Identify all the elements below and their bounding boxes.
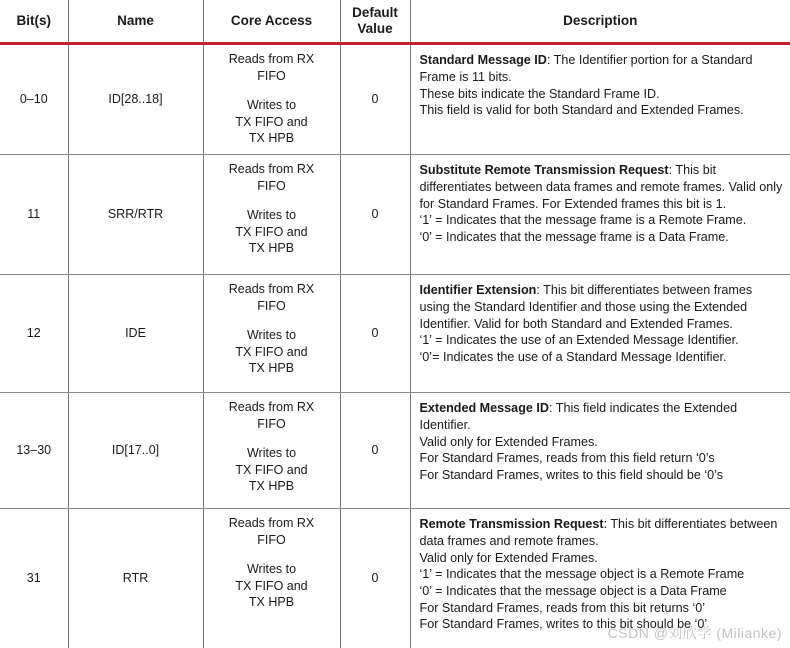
access-writes-line-2: TX FIFO and: [208, 224, 336, 241]
column-header-bits: Bit(s): [0, 0, 68, 44]
cell-name: ID[28..18]: [68, 44, 203, 155]
table-row: [0, 275, 790, 393]
description-line: ‘1’ = Indicates that the message frame is a Remote Frame.: [420, 212, 785, 229]
access-writes-line-1: Writes to: [208, 327, 336, 344]
access-spacer: [208, 194, 336, 207]
cell-default-value: 0: [340, 155, 410, 275]
access-reads-line-2: FIFO: [208, 532, 336, 549]
description-paragraph: [420, 162, 785, 212]
cell-bits: 12: [0, 275, 68, 393]
description-line: For Standard Frames, reads from this bit returns ‘0’: [420, 600, 785, 617]
description-line: This field is valid for both Standard and Extended Frames.: [420, 102, 785, 119]
access-reads-line-1: Reads from RX: [208, 281, 336, 298]
access-reads-line-2: FIFO: [208, 68, 336, 85]
table-row: [0, 44, 790, 155]
cell-bits: 11: [0, 155, 68, 275]
cell-bits: 13–30: [0, 393, 68, 509]
description-paragraph: [420, 400, 785, 433]
description-line: : This field indicates the Extended Identifier.: [420, 401, 738, 432]
access-writes-line-2: TX FIFO and: [208, 114, 336, 131]
table-header: [0, 0, 790, 44]
cell-name: IDE: [68, 275, 203, 393]
column-header-name: Name: [68, 0, 203, 44]
table-row: [0, 393, 790, 509]
description-line: For Standard Frames, writes to this bit should be ‘0’: [420, 616, 785, 633]
default-value-line-1: Default: [352, 5, 398, 20]
cell-description: [410, 275, 790, 393]
cell-description: [410, 155, 790, 275]
column-header-default-value: [340, 0, 410, 44]
cell-description: [410, 44, 790, 155]
description-line: Valid only for Extended Frames.: [420, 434, 785, 451]
description-line: For Standard Frames, writes to this field should be ‘0’s: [420, 467, 785, 484]
table-body: [0, 44, 790, 648]
access-writes-line-1: Writes to: [208, 445, 336, 462]
description-line: ‘1’ = Indicates the use of an Extended Message Identifier.: [420, 332, 785, 349]
access-writes-line-2: TX FIFO and: [208, 578, 336, 595]
access-writes-line-3: TX HPB: [208, 478, 336, 495]
description-line: : This bit differentiates between frames using the Standard Identifier and those using the Extended Identifier. Valid for both Standard and Extended Frames.: [420, 283, 753, 330]
access-reads-line-2: FIFO: [208, 178, 336, 195]
column-header-core-access: Core Access: [203, 0, 340, 44]
cell-bits: 31: [0, 509, 68, 648]
description-paragraph: [420, 52, 785, 85]
description-lead: Standard Message ID: [420, 53, 547, 67]
access-reads-line-1: Reads from RX: [208, 399, 336, 416]
access-writes-line-3: TX HPB: [208, 594, 336, 611]
access-writes-line-1: Writes to: [208, 207, 336, 224]
access-writes-line-1: Writes to: [208, 561, 336, 578]
description-line: : The Identifier portion for a Standard Frame is 11 bits.: [420, 53, 753, 84]
cell-core-access: [203, 44, 340, 155]
description-line: ‘1’ = Indicates that the message object is a Remote Frame: [420, 566, 785, 583]
access-reads-line-1: Reads from RX: [208, 161, 336, 178]
description-line: : This bit differentiates between data frames and remote frames. Valid only for Standard Frames. For Extended frames this bit is 1.: [420, 163, 783, 210]
description-lead: Substitute Remote Transmission Request: [420, 163, 669, 177]
cell-name: RTR: [68, 509, 203, 648]
cell-name: ID[17..0]: [68, 393, 203, 509]
description-lead: Identifier Extension: [420, 283, 537, 297]
access-reads-line-1: Reads from RX: [208, 51, 336, 68]
access-reads-line-1: Reads from RX: [208, 515, 336, 532]
access-reads-line-2: FIFO: [208, 298, 336, 315]
access-reads-line-2: FIFO: [208, 416, 336, 433]
cell-default-value: 0: [340, 275, 410, 393]
column-header-description: Description: [410, 0, 790, 44]
access-spacer: [208, 432, 336, 445]
access-spacer: [208, 548, 336, 561]
description-lead: Extended Message ID: [420, 401, 549, 415]
cell-description: [410, 509, 790, 648]
description-line: ‘0’ = Indicates that the message object is a Data Frame: [420, 583, 785, 600]
description-line: For Standard Frames, reads from this field return ‘0’s: [420, 450, 785, 467]
access-writes-line-3: TX HPB: [208, 240, 336, 257]
access-spacer: [208, 84, 336, 97]
cell-description: [410, 393, 790, 509]
access-writes-line-2: TX FIFO and: [208, 344, 336, 361]
access-writes-line-3: TX HPB: [208, 130, 336, 147]
cell-core-access: [203, 393, 340, 509]
cell-default-value: 0: [340, 393, 410, 509]
cell-core-access: [203, 509, 340, 648]
cell-core-access: [203, 275, 340, 393]
access-spacer: [208, 314, 336, 327]
table-row: [0, 155, 790, 275]
access-writes-line-1: Writes to: [208, 97, 336, 114]
description-lead: Remote Transmission Request: [420, 517, 604, 531]
cell-default-value: 0: [340, 44, 410, 155]
description-line: : This bit differentiates between data frames and remote frames.: [420, 517, 778, 548]
default-value-line-2: Value: [357, 21, 392, 36]
description-line: Valid only for Extended Frames.: [420, 550, 785, 567]
cell-bits: 0–10: [0, 44, 68, 155]
description-paragraph: [420, 282, 785, 332]
cell-default-value: 0: [340, 509, 410, 648]
cell-core-access: [203, 155, 340, 275]
description-line: ‘0’= Indicates the use of a Standard Message Identifier.: [420, 349, 785, 366]
table-row: [0, 509, 790, 648]
watermark: CSDN @刘欣学 (Milianke): [608, 623, 782, 643]
cell-name: SRR/RTR: [68, 155, 203, 275]
description-line: ‘0’ = Indicates that the message frame is a Data Frame.: [420, 229, 785, 246]
description-paragraph: [420, 516, 785, 549]
description-line: These bits indicate the Standard Frame ID.: [420, 86, 785, 103]
access-writes-line-3: TX HPB: [208, 360, 336, 377]
access-writes-line-2: TX FIFO and: [208, 462, 336, 479]
table-header-row: [0, 0, 790, 44]
